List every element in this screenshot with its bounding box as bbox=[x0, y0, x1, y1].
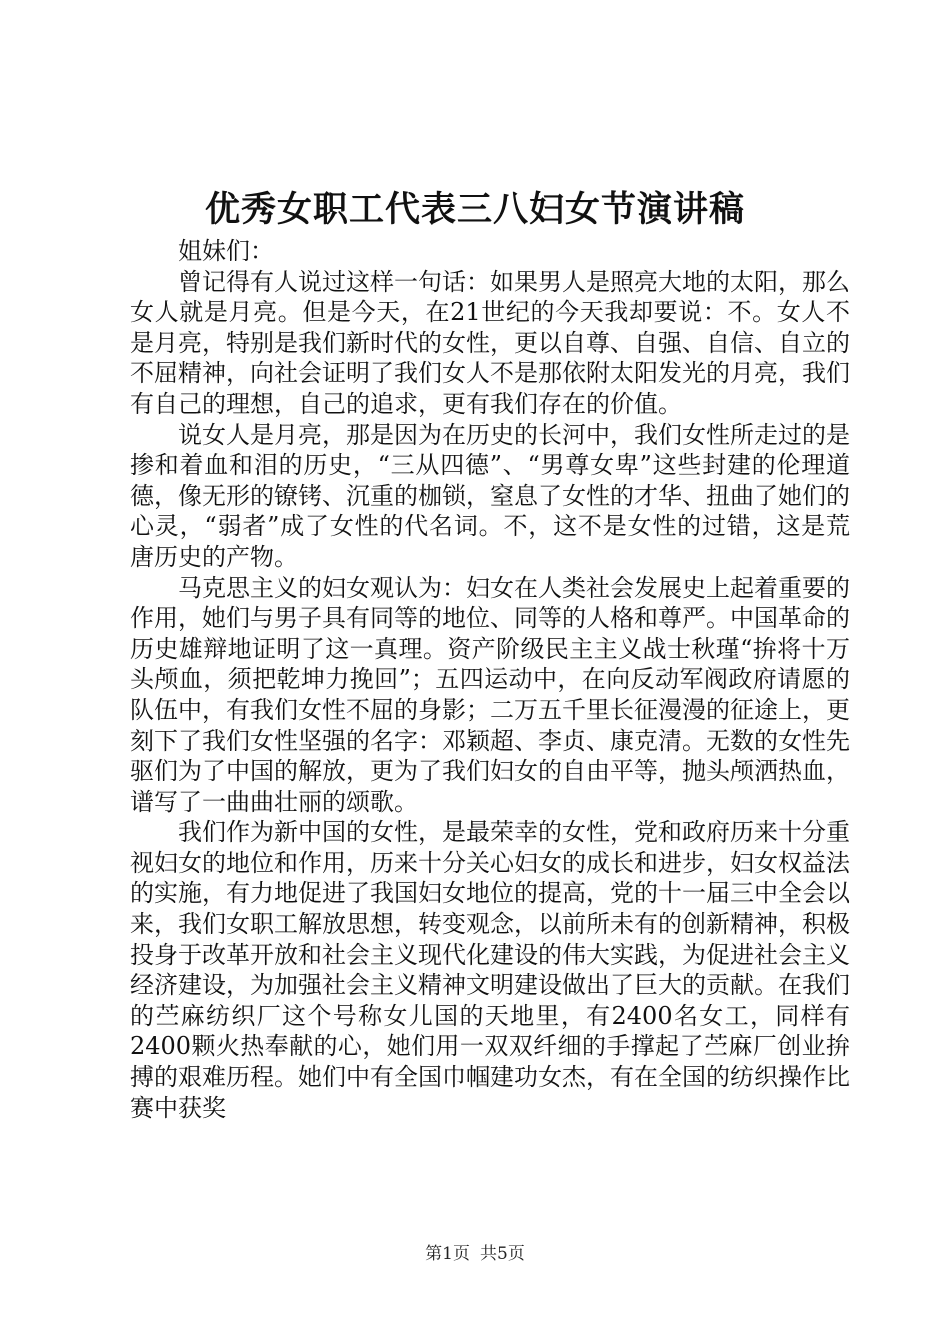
paragraph-3: 马克思主义的妇女观认为：妇女在人类社会发展史上起着重要的作用，她们与男子具有同等的地位、同等的人格和尊严。中国革命的历史雄辩地证明了这一真理。资产阶级民主主义战士秋瑾“拚将十万头颅血，须把乾坤力挽回”；五四运动中，在向反动军阀政府请愿的队伍中，有我们女性不屈的身影；二万五千里长征漫漫的征途上，更刻下了我们女性坚强的名字：邓颖超、李贞、康克清。无数的女性先驱们为了中国的解放，更为了我们妇女的自由平等，抛头颅洒热血，谱写了一曲曲壮丽的颂歌。 bbox=[130, 573, 850, 816]
page-footer bbox=[0, 1243, 950, 1265]
page-total: 共5页 bbox=[480, 1244, 525, 1264]
paragraph-4: 我们作为新中国的女性，是最荣幸的女性，党和政府历来十分重视妇女的地位和作用，历来十分关心妇女的成长和进步，妇女权益法的实施，有力地促进了我国妇女地位的提高，党的十一届三中全会以来，我们女职工解放思想，转变观念，以前所未有的创新精神，积极投身于改革开放和社会主义现代化建设的伟大实践，为促进社会主义经济建设，为加强社会主义精神文明建设做出了巨大的贡献。在我们的苎麻纺织厂这个号称女儿国的天地里，有2400名女工，同样有2400颗火热奉献的心，她们用一双双纤细的手撑起了苎麻厂创业拚搏的艰难历程。她们中有全国巾帼建功女杰，有在全国的纺织操作比赛中获奖 bbox=[130, 818, 850, 1122]
greeting-line: 姐妹们： bbox=[178, 237, 274, 265]
paragraph-2: 说女人是月亮，那是因为在历史的长河中，我们女性所走过的是掺和着血和泪的历史，“三从四德”、“男尊女卑”这些封建的伦理道德，像无形的镣铐、沉重的枷锁，窒息了女性的才华、扭曲了她们的心灵，“弱者”成了女性的代名词。不，这不是女性的过错，这是荒唐历史的产物。 bbox=[130, 420, 850, 571]
document-title: 优秀女职工代表三八妇女节演讲稿 bbox=[204, 189, 745, 230]
paragraph-1: 曾记得有人说过这样一句话：如果男人是照亮大地的太阳，那么女人就是月亮。但是今天，在21世纪的今天我却要说：不。女人不是月亮，特别是我们新时代的女性，更以自尊、自强、自信、自立的不屈精神，向社会证明了我们女人不是那依附太阳发光的月亮，我们有自己的理想，自己的追求，更有我们存在的价值。 bbox=[130, 267, 850, 418]
document-body bbox=[130, 236, 850, 1123]
page-number: 第1页 bbox=[425, 1244, 470, 1264]
